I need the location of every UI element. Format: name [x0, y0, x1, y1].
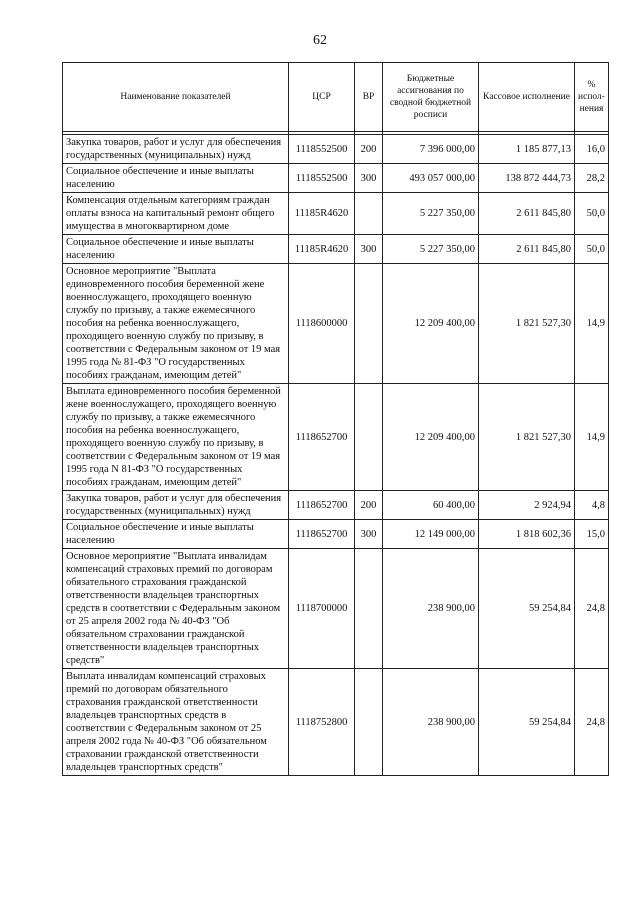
- row-name: Социальное обеспечение и иные выплаты населению: [63, 235, 289, 264]
- row-percent: 24,8: [575, 669, 609, 776]
- row-csr: 1118552500: [289, 164, 355, 193]
- row-csr: 1118652700: [289, 520, 355, 549]
- row-name: Социальное обеспечение и иные выплаты населению: [63, 164, 289, 193]
- row-vr: 300: [355, 520, 383, 549]
- row-percent: 28,2: [575, 164, 609, 193]
- row-cash: 1 821 527,30: [479, 264, 575, 384]
- row-vr: 200: [355, 491, 383, 520]
- header-csr: ЦСР: [289, 63, 355, 132]
- row-percent: 50,0: [575, 235, 609, 264]
- row-csr: 1118552500: [289, 135, 355, 164]
- row-csr: 1118652700: [289, 384, 355, 491]
- row-name: Основное мероприятие "Выплата инвалидам компенсаций страховых премий по договорам обязательного страхования гражданской ответственности владельцев транспортных средств в соответствии с Федеральным законом от 25 апреля 2002 года № 40-ФЗ "Об обязательном страховании гражданской ответственности владельцев транспортных средств": [63, 549, 289, 669]
- row-csr: 11185R4620: [289, 193, 355, 235]
- row-name: Компенсация отдельным категориям граждан оплаты взноса на капитальный ремонт общего имущества в многоквартирном доме: [63, 193, 289, 235]
- row-budget: 60 400,00: [383, 491, 479, 520]
- header-name: Наименование показателей: [63, 63, 289, 132]
- row-csr: 11185R4620: [289, 235, 355, 264]
- row-cash: 1 821 527,30: [479, 384, 575, 491]
- row-cash: 59 254,84: [479, 549, 575, 669]
- row-budget: 12 149 000,00: [383, 520, 479, 549]
- row-name: Социальное обеспечение и иные выплаты населению: [63, 520, 289, 549]
- row-cash: 2 611 845,80: [479, 235, 575, 264]
- row-cash: 1 185 877,13: [479, 135, 575, 164]
- row-budget: 238 900,00: [383, 669, 479, 776]
- row-cash: 138 872 444,73: [479, 164, 575, 193]
- table-row: [63, 264, 609, 384]
- table-row: [63, 235, 609, 264]
- row-vr: [355, 264, 383, 384]
- row-cash: 2 611 845,80: [479, 193, 575, 235]
- header-cash: Кассовое исполнение: [479, 63, 575, 132]
- row-budget: 12 209 400,00: [383, 264, 479, 384]
- row-vr: 200: [355, 135, 383, 164]
- row-vr: [355, 193, 383, 235]
- table-row: [63, 491, 609, 520]
- row-budget: 7 396 000,00: [383, 135, 479, 164]
- table-header-row: [63, 63, 609, 132]
- row-csr: 1118652700: [289, 491, 355, 520]
- table-row: [63, 384, 609, 491]
- row-budget: 238 900,00: [383, 549, 479, 669]
- row-name: Выплата единовременного пособия беременной жене военнослужащего, проходящего военную службу по призыву, а также ежемесячного пособия на ребенка военнослужащего, проходящего военную службу по призыву, в соответствии с Федеральным законом от 19 мая 1995 года N 81-ФЗ "О государственных пособиях гражданам, имеющим детей": [63, 384, 289, 491]
- row-name: Выплата инвалидам компенсаций страховых премий по договорам обязательного страхования гражданской ответственности владельцев транспортных средств в соответствии с Федеральным законом от 25 апреля 2002 года № 40-ФЗ "Об обязательном страховании гражданской ответственности владельцев транспортных средств": [63, 669, 289, 776]
- row-percent: 4,8: [575, 491, 609, 520]
- row-vr: 300: [355, 164, 383, 193]
- table-row: [63, 193, 609, 235]
- page-number: 62: [313, 33, 327, 48]
- row-vr: [355, 384, 383, 491]
- header-budget: Бюджетные ассигнования по сводной бюджетной росписи: [383, 63, 479, 132]
- row-csr: 1118600000: [289, 264, 355, 384]
- row-percent: 15,0: [575, 520, 609, 549]
- row-cash: 59 254,84: [479, 669, 575, 776]
- row-percent: 14,9: [575, 264, 609, 384]
- row-budget: 5 227 350,00: [383, 235, 479, 264]
- table-row: [63, 669, 609, 776]
- row-percent: 14,9: [575, 384, 609, 491]
- table-row: [63, 520, 609, 549]
- budget-execution-table: [62, 62, 609, 776]
- row-percent: 24,8: [575, 549, 609, 669]
- row-vr: 300: [355, 235, 383, 264]
- row-csr: 1118752800: [289, 669, 355, 776]
- row-budget: 493 057 000,00: [383, 164, 479, 193]
- row-vr: [355, 549, 383, 669]
- row-cash: 1 818 602,36: [479, 520, 575, 549]
- table-row: [63, 549, 609, 669]
- row-csr: 1118700000: [289, 549, 355, 669]
- table-row: [63, 135, 609, 164]
- row-name: Основное мероприятие "Выплата единовременного пособия беременной жене военнослужащего, проходящего военную службу по призыву, а также ежемесячного пособия на ребенка военнослужащего, проходящего военную службу по призыву, в соответствии с Федеральным законом от 19 мая 1995 года № 81-ФЗ "О государственных пособиях гражданам, имеющим детей": [63, 264, 289, 384]
- header-percent: % испол-нения: [575, 63, 609, 132]
- row-budget: 5 227 350,00: [383, 193, 479, 235]
- row-vr: [355, 669, 383, 776]
- table-row: [63, 164, 609, 193]
- row-name: Закупка товаров, работ и услуг для обеспечения государственных (муниципальных) нужд: [63, 491, 289, 520]
- row-name: Закупка товаров, работ и услуг для обеспечения государственных (муниципальных) нужд: [63, 135, 289, 164]
- header-vr: ВР: [355, 63, 383, 132]
- row-budget: 12 209 400,00: [383, 384, 479, 491]
- row-percent: 16,0: [575, 135, 609, 164]
- row-cash: 2 924,94: [479, 491, 575, 520]
- row-percent: 50,0: [575, 193, 609, 235]
